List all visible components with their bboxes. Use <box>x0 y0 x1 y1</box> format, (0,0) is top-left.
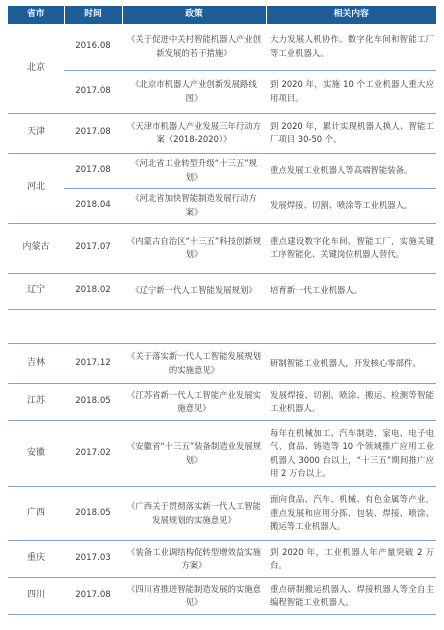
time-cell: 2018.02 <box>64 273 122 309</box>
time-cell: 2018.05 <box>64 487 122 541</box>
table-row <box>8 153 436 188</box>
content-cell: 重点发展工业机器人等高端智能装备。 <box>266 153 436 188</box>
province-cell: 北京 <box>8 24 64 113</box>
province-cell: 内蒙古 <box>8 223 64 273</box>
province-cell: 辽宁 <box>8 273 64 309</box>
province-cell: 重庆 <box>8 541 64 578</box>
content-cell: 到 2020 年，工业机器人年产量突破 2 万台。 <box>266 541 436 578</box>
time-cell: 2018.05 <box>64 384 122 421</box>
content-cell: 重点建设数字化车间、智能工厂，实施关键工序智能化、关键岗位机器人替代。 <box>266 223 436 273</box>
policy-cell: 《北京市机器人产业创新发展路线图》 <box>122 70 266 113</box>
table-row <box>8 578 436 615</box>
table-row <box>8 344 436 384</box>
table-row <box>8 421 436 487</box>
time-cell: 2017.08 <box>64 113 122 153</box>
time-cell: 2017.02 <box>64 421 122 487</box>
policy-table-upper <box>8 6 436 310</box>
policy-cell: 《天津市机器人产业发展三年行动方案（2018-2020）》 <box>122 113 266 153</box>
table-row <box>8 223 436 273</box>
province-cell: 河北 <box>8 153 64 223</box>
header-province: 省市 <box>8 6 64 24</box>
time-cell: 2017.08 <box>64 578 122 615</box>
content-cell: 培育新一代工业机器人。 <box>266 273 436 309</box>
province-cell: 四川 <box>8 578 64 615</box>
policy-cell: 《辽宁新一代人工智能发展规划》 <box>122 273 266 309</box>
time-cell: 2017.07 <box>64 223 122 273</box>
table-row <box>8 541 436 578</box>
policy-cell: 《河北省加快智能制造发展行动方案》 <box>122 188 266 223</box>
policy-cell: 《江苏省新一代人工智能产业发展实施意见》 <box>122 384 266 421</box>
province-cell: 安徽 <box>8 421 64 487</box>
table-row <box>8 188 436 223</box>
content-cell: 每年在机械加工、汽车制造、家电、电子电气、食品、铸造等 10 个领域推广应用工业机器人 3000 台以上，“十三五”期间推广应用 2 万台以上。 <box>266 421 436 487</box>
time-cell: 2017.08 <box>64 153 122 188</box>
content-cell: 研制智能工业机器人，开发核心零部件。 <box>266 344 436 384</box>
table-row <box>8 384 436 421</box>
policy-cell: 《内蒙古自治区“十三五”科技创新规划》 <box>122 223 266 273</box>
policy-table-lower <box>8 343 436 615</box>
province-cell: 广西 <box>8 487 64 541</box>
table-row <box>8 487 436 541</box>
province-cell: 江苏 <box>8 384 64 421</box>
policy-cell: 《安徽省“十三五”装备制造业发展规划》 <box>122 421 266 487</box>
policy-cell: 《广西关于贯彻落实新一代人工智能发展规划的实施意见》 <box>122 487 266 541</box>
policy-cell: 《河北省工业转型升级“十三五”规划》 <box>122 153 266 188</box>
header-time: 时间 <box>64 6 122 24</box>
time-cell: 2017.12 <box>64 344 122 384</box>
table-header-row <box>8 6 436 24</box>
content-cell: 到 2020 年，实施 10 个工业机器人重大应用项目。 <box>266 70 436 113</box>
content-cell: 到 2020 年，累计实现机器人换人、智能工厂项目 30-50 个。 <box>266 113 436 153</box>
content-cell: 重点研制搬运机器人、焊接机器人等全自主编程智能工业机器人。 <box>266 578 436 615</box>
content-cell: 发展焊接、切割、喷涂等工业机器人。 <box>266 188 436 223</box>
time-cell: 2017.03 <box>64 541 122 578</box>
table-row <box>8 24 436 70</box>
province-cell: 天津 <box>8 113 64 153</box>
table-row <box>8 70 436 113</box>
table-row <box>8 273 436 309</box>
province-cell: 吉林 <box>8 344 64 384</box>
time-cell: 2018.04 <box>64 188 122 223</box>
content-cell: 发展焊接、切割、喷涂、搬运、检测等智能工业机器人。 <box>266 384 436 421</box>
time-cell: 2016.08 <box>64 24 122 70</box>
policy-cell: 《四川省推进智能制造发展的实施意见》 <box>122 578 266 615</box>
content-cell: 大力发展人机协作、数字化车间和智能工厂等工业机器人。 <box>266 24 436 70</box>
content-cell: 面向食品、汽车、机械、有色金属等产业，重点发展和应用分拣、包装、焊接、喷涂、搬运等工业机器人。 <box>266 487 436 541</box>
header-content: 相关内容 <box>266 6 436 24</box>
policy-cell: 《装备工业调结构促转型增效益实施方案》 <box>122 541 266 578</box>
policy-cell: 《关于落实新一代人工智能发展规划的实施意见》 <box>122 344 266 384</box>
policy-cell: 《关于促进中关村智能机器人产业创新发展的若干措施》 <box>122 24 266 70</box>
table-row <box>8 113 436 153</box>
time-cell: 2017.08 <box>64 70 122 113</box>
header-policy: 政策 <box>122 6 266 24</box>
